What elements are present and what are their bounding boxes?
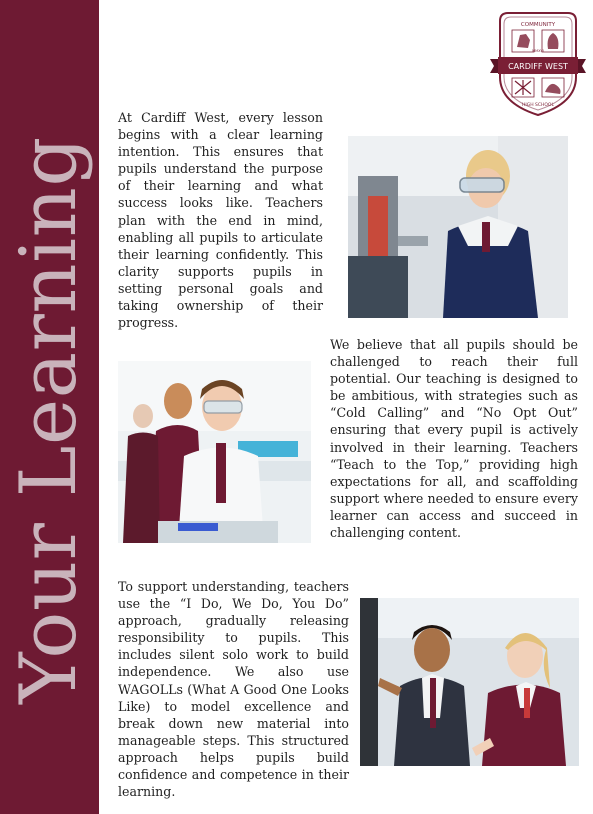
challenge-paragraph: We believe that all pupils should be challenged to reach their full potential. Our teaching is designed to be ambitious, with strategies such as “Cold Calling” and “No Opt Out” ensuring that every pupil is actively involved in their learning. Teachers “Teach to the Top,” providing high expectations for all, and scaffolding support where needed to ensure every learner can access and succeed in challenging content.: [330, 337, 578, 541]
sidebar-band: [0, 0, 99, 814]
svg-text:CARDIFF WEST: CARDIFF WEST: [508, 62, 568, 71]
structure-paragraph: To support understanding, teachers use the “I Do, We Do, You Do” approach, gradually releasing responsibility to pupils. This includes silent solo work to build independence. We also use WAGOLLs (What A Good One Looks Like) to model excellence and break down new material into manageable steps. This structured approach helps pupils build confidence and competence in their learning.: [118, 579, 349, 800]
school-crest-logo: [490, 7, 586, 119]
svg-text:HIGH SCHOOL: HIGH SCHOOL: [522, 103, 554, 108]
page-title: Your Learning: [4, 136, 94, 704]
photo-two-pupils-pointing: [360, 598, 579, 766]
photo-smiling-pupil-in-lab: [118, 361, 311, 543]
svg-text:COMMUNITY: COMMUNITY: [520, 22, 556, 28]
intro-paragraph: At Cardiff West, every lesson begins with a clear learning intention. This ensures that pupils understand the purpose of their learning and what success looks like. Teachers plan with the end in mind, enabling all pupils to articulate their learning confidently. This clarity supports pupils in setting personal goals and taking ownership of their progress.: [118, 110, 323, 331]
photo-pupil-with-safety-goggles: [348, 136, 568, 318]
svg-text:MMXVI: MMXVI: [532, 49, 544, 53]
